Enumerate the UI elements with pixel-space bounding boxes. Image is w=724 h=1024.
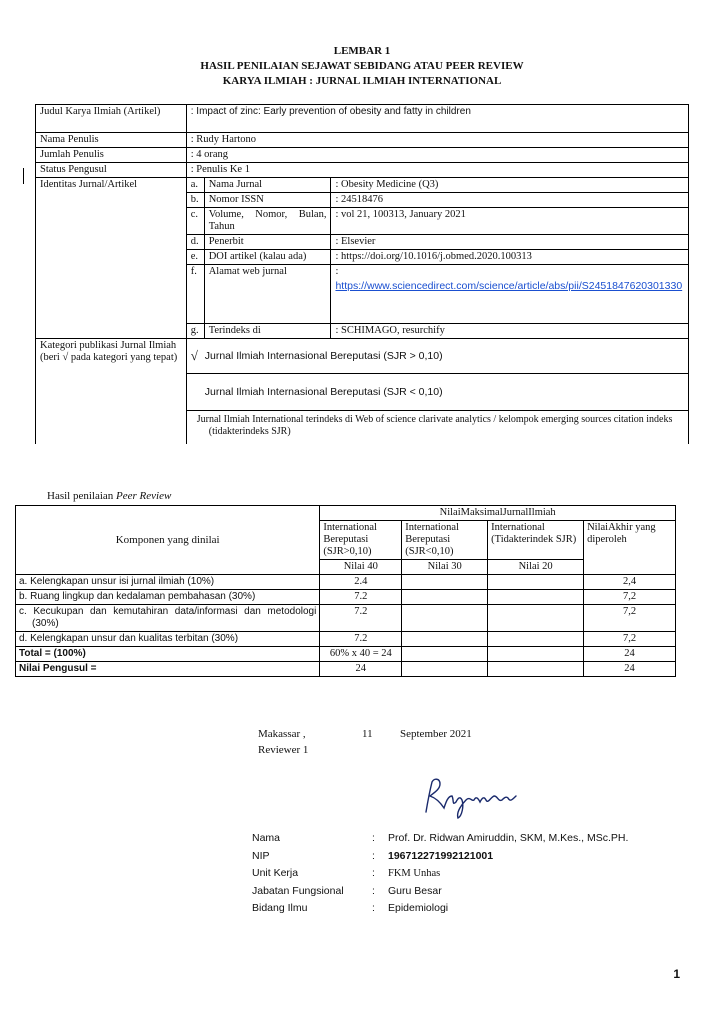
judul-value: : Impact of zinc: Early prevention of obesity and fatty in children xyxy=(186,105,688,133)
item-label: Volume, Nomor, Bulan, Tahun xyxy=(204,208,331,235)
item-letter: b. xyxy=(186,193,204,208)
item-letter: d. xyxy=(186,235,204,250)
kategori-row xyxy=(36,339,689,445)
info-key: NIP xyxy=(252,849,270,862)
info-value: 196712271992121001 xyxy=(388,849,494,862)
table-row xyxy=(16,575,676,590)
item-letter: a. xyxy=(186,178,204,193)
item-value: : xyxy=(335,266,339,277)
journal-web-link[interactable]: https://www.sciencedirect.com/science/article/abs/pii/S2451847620301330 xyxy=(335,280,683,292)
kategori-label: Kategori publikasi Jurnal Ilmiah xyxy=(40,340,177,351)
score-cell xyxy=(402,590,488,605)
info-key: Jabatan Fungsional xyxy=(252,884,344,897)
table-row xyxy=(16,590,676,605)
document-header xyxy=(0,44,724,89)
item-value-cell xyxy=(331,265,689,324)
total-final: 24 xyxy=(584,647,676,662)
row-judul xyxy=(36,105,689,133)
item-label: DOI artikel (kalau ada) xyxy=(204,250,331,265)
journal-item-a xyxy=(36,178,689,193)
kategori-option-text: Jurnal Ilmiah Internasional Bereputasi (SJR < 0,10) xyxy=(204,386,443,398)
nilai-pengusul-label: Nilai Pengusul = xyxy=(16,662,320,677)
handwritten-signature xyxy=(418,772,528,822)
komponen-label: b. Ruang lingkup dan kedalaman pembahasan (30%) xyxy=(16,590,320,605)
nilai-max-header: NilaiMaksimalJurnalIlmiah xyxy=(320,506,676,521)
check-mark-icon: √ xyxy=(190,348,198,363)
item-letter: g. xyxy=(186,324,204,339)
kategori-option-1[interactable] xyxy=(187,339,688,374)
info-row xyxy=(252,883,628,901)
table-row xyxy=(16,605,676,632)
identity-table xyxy=(35,104,689,444)
info-value: FKM Unhas xyxy=(388,868,441,879)
signing-month-year: September 2021 xyxy=(400,728,472,740)
score-cell xyxy=(488,632,584,647)
jumlah-label: Jumlah Penulis xyxy=(36,148,187,163)
kategori-option-2[interactable] xyxy=(187,374,688,411)
caption-italic: Peer Review xyxy=(116,490,172,502)
text-cursor xyxy=(23,168,24,184)
header-subtitle: HASIL PENILAIAN SEJAWAT SEBIDANG ATAU PEER REVIEW xyxy=(200,60,524,72)
row-status xyxy=(36,163,689,178)
item-label: Alamat web jurnal xyxy=(204,265,331,324)
col-header-bereputasi-high: International Bereputasi (SJR>0,10) xyxy=(320,521,402,560)
signing-day: 11 xyxy=(362,728,373,740)
identitas-label: Identitas Jurnal/Artikel xyxy=(36,178,187,339)
info-key: Nama xyxy=(252,832,281,844)
col-header-nilai-akhir: NilaiAkhir yang diperoleh xyxy=(584,521,676,575)
komponen-label: c. Kecukupan dan kemutahiran data/informasi dan metodologi (30%) xyxy=(16,605,320,632)
status-label: Status Pengusul xyxy=(36,163,187,178)
caption-text: Hasil penilaian xyxy=(47,490,117,502)
status-value: : Penulis Ke 1 xyxy=(186,163,688,178)
score-cell xyxy=(488,590,584,605)
col-header-tidak-terindeks: International (Tidakterindek SJR) xyxy=(488,521,584,560)
final-score-cell: 7,2 xyxy=(584,590,676,605)
score-cell: 7.2 xyxy=(320,632,402,647)
row-nama xyxy=(36,133,689,148)
reviewer-label: Reviewer 1 xyxy=(258,744,309,756)
reviewer-info xyxy=(252,830,628,918)
item-value: : vol 21, 100313, January 2021 xyxy=(331,208,689,235)
item-value: : 24518476 xyxy=(331,193,689,208)
item-value: : Elsevier xyxy=(331,235,689,250)
signing-place: Makassar , xyxy=(258,728,306,740)
item-letter: c. xyxy=(186,208,204,235)
score-cell xyxy=(488,575,584,590)
judul-label: Judul Karya Ilmiah (Artikel) xyxy=(36,105,187,133)
review-table xyxy=(15,505,676,677)
signature-image xyxy=(418,772,528,822)
nilai-pengusul-row xyxy=(16,662,676,677)
kategori-option-text: Jurnal Ilmiah Internasional Bereputasi (SJR > 0,10) xyxy=(204,350,443,362)
page-number: 1 xyxy=(673,967,680,981)
item-label: Nama Jurnal xyxy=(204,178,331,193)
col-header-bereputasi-low: International Bereputasi (SJR<0,10) xyxy=(402,521,488,560)
info-value: Guru Besar xyxy=(388,884,442,897)
info-row xyxy=(252,830,628,848)
table-row xyxy=(16,632,676,647)
header-subtitle-2: KARYA ILMIAH : JURNAL ILMIAH INTERNATIONAL xyxy=(222,75,502,87)
info-value: Epidemiologi xyxy=(388,902,449,914)
item-value: : SCHIMAGO, resurchify xyxy=(331,324,689,339)
final-score-cell: 2,4 xyxy=(584,575,676,590)
score-cell: 7.2 xyxy=(320,590,402,605)
item-value: : https://doi.org/10.1016/j.obmed.2020.100313 xyxy=(331,250,689,265)
row-jumlah xyxy=(36,148,689,163)
nama-value: : Rudy Hartono xyxy=(186,133,688,148)
info-key: Bidang Ilmu xyxy=(252,902,308,914)
score-cell: 7.2 xyxy=(320,605,402,632)
kategori-option-3[interactable] xyxy=(187,411,688,444)
jumlah-value: : 4 orang xyxy=(186,148,688,163)
score-cell xyxy=(402,605,488,632)
kategori-options xyxy=(186,339,688,445)
nilai-pengusul-final: 24 xyxy=(584,662,676,677)
header-title: LEMBAR 1 xyxy=(333,45,391,57)
info-row xyxy=(252,865,628,883)
score-cell: 2.4 xyxy=(320,575,402,590)
info-row xyxy=(252,848,628,866)
info-row xyxy=(252,900,628,918)
nilai-pengusul-score: 24 xyxy=(320,662,402,677)
item-label: Penerbit xyxy=(204,235,331,250)
total-row xyxy=(16,647,676,662)
info-key: Unit Kerja xyxy=(252,867,299,879)
score-cell xyxy=(402,632,488,647)
score-cell xyxy=(402,575,488,590)
final-score-cell: 7,2 xyxy=(584,632,676,647)
nilai-30: Nilai 30 xyxy=(402,560,488,575)
item-value: : Obesity Medicine (Q3) xyxy=(331,178,689,193)
info-value: Prof. Dr. Ridwan Amiruddin, SKM, M.Kes., MSc.PH. xyxy=(388,832,629,844)
total-score: 60% x 40 = 24 xyxy=(320,647,402,662)
info-sep: : xyxy=(372,884,375,897)
kategori-label-cell xyxy=(36,339,187,445)
total-label: Total = (100%) xyxy=(16,647,320,662)
item-label: Terindeks di xyxy=(204,324,331,339)
final-score-cell: 7,2 xyxy=(584,605,676,632)
item-letter: e. xyxy=(186,250,204,265)
kategori-note: (beri √ pada kategori yang tepat) xyxy=(40,352,178,363)
info-sep: : xyxy=(372,902,375,914)
nama-label: Nama Penulis xyxy=(36,133,187,148)
item-letter: f. xyxy=(186,265,204,324)
review-caption xyxy=(47,490,171,502)
info-sep: : xyxy=(372,832,375,844)
komponen-header: Komponen yang dinilai xyxy=(16,506,320,575)
info-sep: : xyxy=(372,867,375,879)
info-sep: : xyxy=(372,849,375,862)
nilai-40: Nilai 40 xyxy=(320,560,402,575)
komponen-label: a. Kelengkapan unsur isi jurnal ilmiah (10%) xyxy=(16,575,320,590)
komponen-label: d. Kelengkapan unsur dan kualitas terbitan (30%) xyxy=(16,632,320,647)
item-label: Nomor ISSN xyxy=(204,193,331,208)
kategori-option-text: Jurnal Ilmiah International terindeks di Web of science clarivate analytics / kelompok emerging sources citation indeks (tidakterindeks SJR) xyxy=(196,414,673,437)
score-cell xyxy=(488,605,584,632)
nilai-20: Nilai 20 xyxy=(488,560,584,575)
